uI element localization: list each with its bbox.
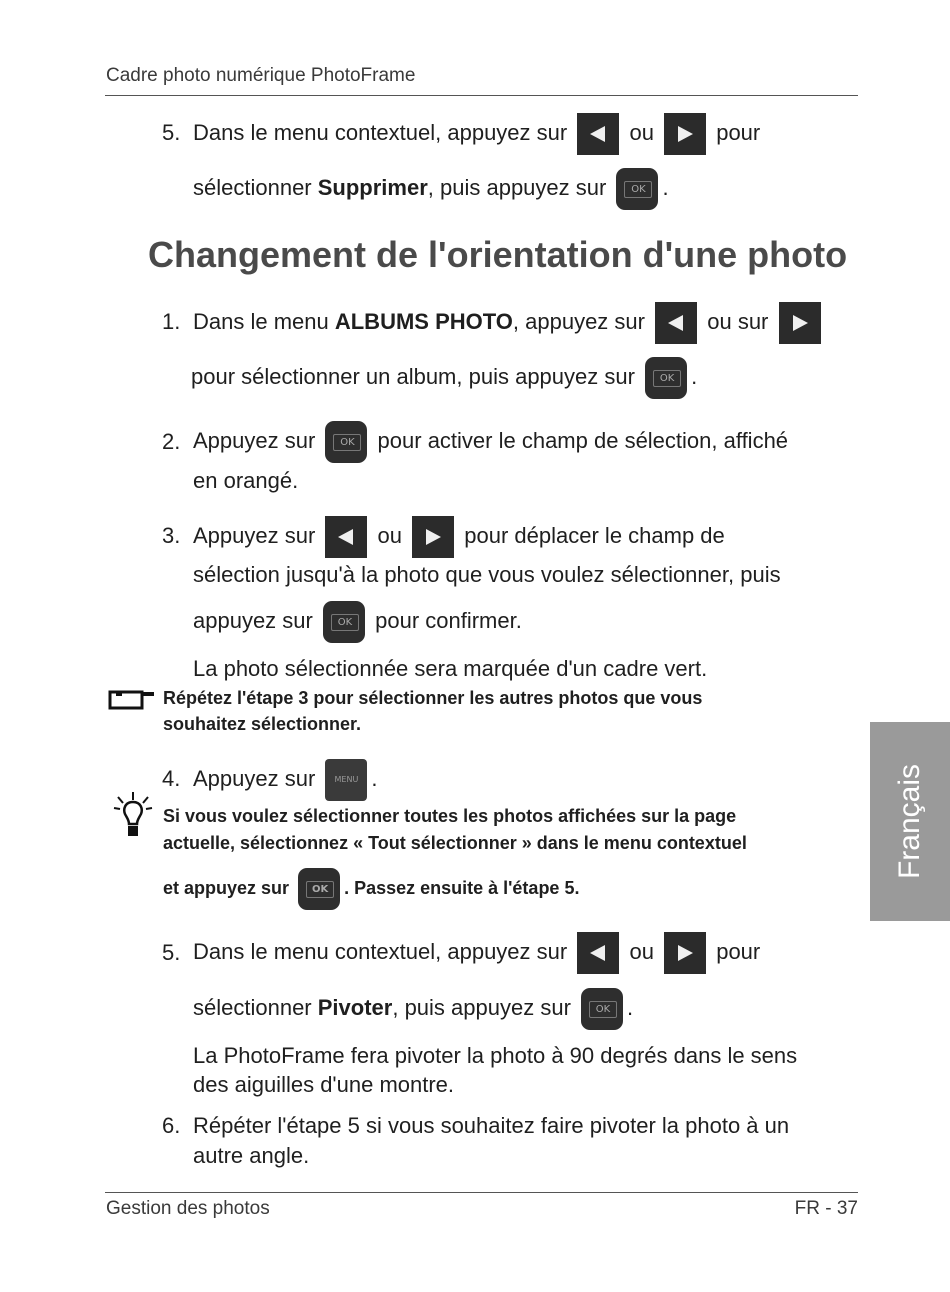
ok-key-icon xyxy=(581,988,623,1030)
step-text: . xyxy=(662,175,669,200)
bold-term: Pivoter xyxy=(317,995,393,1020)
step3-line4: La photo sélectionnée sera marquée d'un cadre vert. xyxy=(193,656,708,681)
step5a-line1 xyxy=(193,111,760,155)
footer-section: Gestion des photos xyxy=(106,1198,270,1219)
step2-line2: en orangé. xyxy=(193,468,299,493)
step-number: 1. xyxy=(162,309,181,334)
ok-key-icon xyxy=(616,168,658,210)
step-text: , appuyez sur xyxy=(512,309,645,334)
menu-key-icon xyxy=(325,759,367,801)
bold-term: Supprimer xyxy=(317,175,428,200)
step-text: Dans le menu contextuel, appuyez sur xyxy=(193,120,568,145)
step-number: 6. xyxy=(162,1113,181,1138)
step-number: 5. xyxy=(162,120,181,145)
step-text: pour activer le champ de sélection, affiché xyxy=(377,428,789,453)
step-number: 2. xyxy=(162,429,181,454)
step3-line2: sélection jusqu'à la photo que vous voulez sélectionner, puis xyxy=(193,562,781,587)
tip-line3 xyxy=(163,866,579,910)
step-text: , puis appuyez sur xyxy=(427,175,607,200)
step-text: ou xyxy=(629,120,654,145)
ok-key-icon xyxy=(323,601,365,643)
step6-line2: autre angle. xyxy=(193,1143,310,1168)
left-arrow-key-icon xyxy=(577,932,619,974)
step1-line1 xyxy=(193,300,825,344)
step-text: Appuyez sur xyxy=(193,428,316,453)
tip-text: et appuyez sur xyxy=(163,878,290,898)
left-arrow-key-icon xyxy=(655,302,697,344)
step-text: Appuyez sur xyxy=(193,766,316,791)
note-icon xyxy=(108,688,156,715)
step-text: pour confirmer. xyxy=(375,608,522,633)
ok-key-icon xyxy=(298,868,340,910)
header-divider xyxy=(105,95,858,96)
note-line2: souhaitez sélectionner. xyxy=(163,714,362,734)
step5b-line3: La PhotoFrame fera pivoter la photo à 90 degrés dans le sens xyxy=(193,1043,798,1068)
right-arrow-key-icon xyxy=(412,516,454,558)
tip-text: . Passez ensuite à l'étape 5. xyxy=(344,878,580,898)
step5a-line2 xyxy=(193,166,669,210)
step5b-line2 xyxy=(193,986,633,1030)
step-text: . xyxy=(627,995,634,1020)
right-arrow-key-icon xyxy=(664,932,706,974)
tip-line2: actuelle, sélectionnez « Tout sélectionner » dans le menu contextuel xyxy=(163,833,747,853)
page-header: Cadre photo numérique PhotoFrame xyxy=(106,65,416,86)
step6-line1: Répéter l'étape 5 si vous souhaitez faire pivoter la photo à un xyxy=(193,1113,790,1138)
step5b-line4: des aiguilles d'une montre. xyxy=(193,1072,455,1097)
step5b-line1 xyxy=(193,930,760,974)
step3-line1 xyxy=(193,514,725,558)
step-text: pour xyxy=(716,120,761,145)
step-text: Dans le menu contextuel, appuyez sur xyxy=(193,939,568,964)
step-text: appuyez sur xyxy=(193,608,313,633)
lightbulb-icon xyxy=(112,791,154,846)
step-text: . xyxy=(691,364,698,389)
step-text: sélectionner xyxy=(193,995,318,1020)
step-text: pour sélectionner un album, puis appuyez sur xyxy=(191,364,635,389)
footer-divider xyxy=(105,1192,858,1193)
right-arrow-key-icon xyxy=(664,113,706,155)
step-number: 5. xyxy=(162,940,181,965)
step1-line2 xyxy=(191,355,697,399)
right-arrow-key-icon xyxy=(779,302,821,344)
ok-key-icon xyxy=(645,357,687,399)
step-text: ou sur xyxy=(707,309,769,334)
step-text: ou xyxy=(629,939,654,964)
language-tab xyxy=(870,722,950,921)
step-text: Dans le menu xyxy=(193,309,335,334)
step4-line1 xyxy=(193,757,378,801)
step-text: . xyxy=(371,766,378,791)
step-text: sélectionner xyxy=(193,175,318,200)
step-text: ou xyxy=(377,523,403,548)
page-number: FR - 37 xyxy=(794,1198,858,1219)
step-text: pour xyxy=(716,939,761,964)
tip-line1: Si vous voulez sélectionner toutes les photos affichées sur la page xyxy=(163,806,737,826)
bold-term: ALBUMS PHOTO xyxy=(334,309,513,334)
step-text: , puis appuyez sur xyxy=(392,995,571,1020)
step-text: pour déplacer le champ de xyxy=(464,523,725,548)
left-arrow-key-icon xyxy=(577,113,619,155)
step-number: 3. xyxy=(162,523,181,548)
left-arrow-key-icon xyxy=(325,516,367,558)
ok-key-icon xyxy=(325,421,367,463)
step-text: Appuyez sur xyxy=(193,523,316,548)
step3-line3 xyxy=(193,599,522,643)
language-tab-label: Français xyxy=(893,763,926,880)
step2-line1 xyxy=(193,419,788,463)
step-number: 4. xyxy=(162,766,181,791)
note-line1: Répétez l'étape 3 pour sélectionner les autres photos que vous xyxy=(163,688,703,708)
section-title: Changement de l'orientation d'une photo xyxy=(148,234,848,275)
